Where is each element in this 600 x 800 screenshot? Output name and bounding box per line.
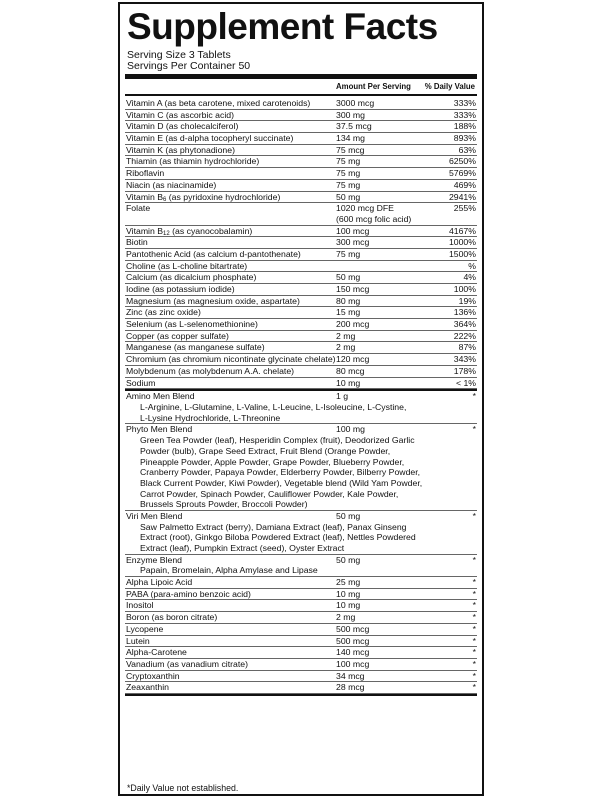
nutrient-amount — [336, 659, 369, 670]
amount-value: 50 mg — [336, 554, 361, 565]
nutrient-amount — [336, 378, 360, 389]
amount-value: 1020 mcg DFE — [336, 203, 394, 214]
amount-value: 75 mcg — [336, 144, 365, 155]
blend-ingredient-line: Cranberry Powder, Papaya Powder, Elderberry Powder, Bilberry Powder, — [140, 467, 421, 478]
nutrient-name: Zinc (as zinc oxide) — [126, 307, 201, 318]
blend-ingredient-line: Extract (leaf), Pumpkin Extract (seed), Oyster Extract — [140, 543, 345, 554]
amount-value: 80 mg — [336, 295, 361, 306]
amount-value: 15 mg — [336, 307, 361, 318]
nutrient-name: Phyto Men Blend — [126, 424, 193, 435]
nutrient-row — [125, 98, 477, 110]
nutrient-amount — [336, 354, 369, 365]
amount-value: 37.5 mcg — [336, 121, 372, 132]
daily-value: 19% — [458, 295, 476, 306]
nutrient-row — [125, 366, 477, 378]
nutrient-amount — [336, 391, 348, 402]
daily-value: * — [472, 554, 476, 565]
nutrient-row — [125, 272, 477, 284]
dv-header: % Daily Value — [424, 82, 475, 91]
amount-value: 200 mcg — [336, 319, 370, 330]
daily-value: 469% — [453, 179, 476, 190]
amount-value: 80 mcg — [336, 365, 365, 376]
nutrient-name: Choline (as L-choline bitartrate) — [126, 260, 248, 271]
nutrient-amount — [336, 342, 355, 353]
daily-value: * — [472, 623, 476, 634]
nutrient-row — [125, 110, 477, 122]
nutrient-row — [125, 511, 477, 555]
nutrient-amount — [336, 307, 360, 318]
blend-ingredient-line: L-Arginine, L-Glutamine, L-Valine, L-Leucine, L-Isoleucine, L-Cystine, — [140, 402, 407, 412]
nutrient-name: Thiamin (as thiamin hydrochloride) — [126, 156, 260, 167]
daily-value: 5769% — [448, 168, 476, 179]
nutrient-amount — [336, 589, 360, 600]
daily-value: 255% — [453, 203, 476, 214]
nutrient-amount — [336, 168, 360, 179]
daily-value: * — [472, 391, 476, 402]
nutrient-amount — [336, 555, 360, 566]
nutrient-name: Calcium (as dicalcium phosphate) — [126, 272, 257, 283]
nutrient-name: Biotin — [126, 237, 148, 248]
daily-value: 1000% — [448, 237, 476, 248]
daily-value: * — [472, 635, 476, 646]
amount-value: 2 mg — [336, 342, 356, 353]
daily-value: * — [472, 577, 476, 588]
nutrient-amount — [336, 121, 372, 132]
nutrient-row — [125, 284, 477, 296]
daily-value: 222% — [453, 330, 476, 341]
daily-value: * — [472, 682, 476, 693]
daily-value: * — [472, 658, 476, 669]
nutrient-row — [125, 577, 477, 589]
header-divider — [125, 94, 477, 96]
nutrient-name: Inositol — [126, 600, 154, 611]
amount-value: 1 g — [336, 391, 349, 402]
amount-value: 50 mg — [336, 272, 361, 283]
nutrient-row — [125, 612, 477, 624]
nutrient-name: Magnesium (as magnesium oxide, aspartate) — [126, 295, 300, 306]
daily-value: * — [472, 510, 476, 521]
daily-value: 188% — [453, 121, 476, 132]
daily-value: * — [472, 424, 476, 435]
daily-value: 333% — [453, 98, 476, 108]
nutrient-name: Vitamin A (as beta carotene, mixed carotenoids) — [126, 98, 311, 108]
nutrient-name: Riboflavin — [126, 168, 165, 179]
daily-value: 333% — [453, 109, 476, 120]
nutrient-row — [125, 145, 477, 157]
panel-title: Supplement Facts — [127, 6, 438, 47]
nutrient-row — [125, 555, 477, 577]
nutrient-row — [125, 378, 477, 390]
nutrient-row — [125, 342, 477, 354]
nutrient-name: Manganese (as manganese sulfate) — [126, 342, 265, 353]
nutrient-name — [126, 226, 252, 237]
nutrient-amount — [336, 577, 360, 588]
nutrient-row — [125, 133, 477, 145]
nutrient-name-part: Vitamin B — [126, 225, 164, 236]
amount-value: 134 mg — [336, 133, 365, 144]
daily-value: < 1% — [455, 377, 476, 388]
nutrient-amount — [336, 180, 360, 191]
amount-value: 2 mg — [336, 330, 356, 341]
nutrient-amount — [336, 319, 369, 330]
daily-value: 343% — [453, 354, 476, 365]
blend-ingredients — [140, 402, 463, 423]
nutrient-name: Vitamin K (as phytonadione) — [126, 144, 235, 155]
amount-value: 10 mg — [336, 588, 361, 599]
nutrient-name: Alpha-Carotene — [126, 647, 187, 658]
nutrient-row — [125, 354, 477, 366]
nutrient-name-part: Vitamin B — [126, 191, 164, 202]
nutrient-name: Boron (as boron citrate) — [126, 612, 218, 623]
nutrient-row — [125, 237, 477, 249]
nutrient-name: Amino Men Blend — [126, 391, 195, 402]
blend-ingredients — [140, 435, 463, 510]
daily-value: * — [472, 600, 476, 611]
nutrient-amount — [336, 145, 365, 156]
nutrient-amount — [336, 511, 360, 522]
nutrient-amount — [336, 624, 369, 635]
nutrient-row — [125, 156, 477, 168]
nutrient-name: Vitamin E (as d-alpha tocopheryl succinate) — [126, 133, 294, 144]
nutrient-name — [126, 192, 280, 203]
daily-value: 178% — [453, 365, 476, 376]
daily-value: 136% — [453, 307, 476, 318]
nutrient-row — [125, 249, 477, 261]
daily-value: 2941% — [448, 191, 476, 202]
nutrient-amount — [336, 203, 411, 224]
daily-value: 364% — [453, 319, 476, 330]
nutrient-amount — [336, 192, 360, 203]
supplement-facts-panel — [118, 2, 484, 796]
nutrient-name: PABA (para-amino benzoic acid) — [126, 588, 251, 599]
blend-ingredient-line: Powder (bulb), Grape Seed Extract, Fruit Blend (Orange Powder, — [140, 445, 391, 456]
nutrient-amount — [336, 110, 365, 121]
nutrient-name: Pantothenic Acid (as calcium d-pantothenate) — [126, 248, 301, 259]
nutrient-amount — [336, 424, 365, 435]
amount-value: 10 mg — [336, 600, 361, 611]
nutrient-amount — [336, 133, 365, 144]
daily-value: 893% — [453, 133, 476, 144]
daily-value: 4167% — [448, 225, 476, 236]
nutrient-row — [125, 424, 477, 511]
amount-value: 75 mg — [336, 248, 361, 259]
amount-value: 100 mcg — [336, 225, 370, 236]
amount-value: 100 mcg — [336, 658, 370, 669]
blend-ingredient-line: Carrot Powder, Spinach Powder, Cauliflower Powder, Kale Powder, — [140, 488, 399, 499]
amount-value: 120 mcg — [336, 354, 370, 365]
nutrient-name: Lutein — [126, 635, 150, 646]
daily-value: 87% — [458, 342, 476, 353]
blend-ingredient-line: Pineapple Powder, Apple Powder, Grape Powder, Blueberry Powder, — [140, 456, 405, 467]
nutrient-name: Enzyme Blend — [126, 554, 183, 565]
daily-value: 4% — [463, 272, 476, 283]
nutrient-row — [125, 589, 477, 601]
amount-value: 50 mg — [336, 510, 361, 521]
amount-value: 75 mg — [336, 168, 361, 179]
amount-value: 300 mcg — [336, 237, 370, 248]
amount-value: 34 mcg — [336, 670, 365, 681]
nutrient-amount — [336, 296, 360, 307]
nutrient-amount — [336, 647, 369, 658]
servings-per-container: Servings Per Container 50 — [127, 60, 251, 72]
daily-value: * — [472, 647, 476, 658]
daily-value: 63% — [458, 144, 476, 155]
nutrient-amount — [336, 600, 360, 611]
nutrient-name: Vanadium (as vanadium citrate) — [126, 658, 249, 669]
nutrient-row — [125, 319, 477, 331]
nutrient-amount — [336, 226, 369, 237]
nutrient-name: Chromium (as chromium nicontinate glycinate chelate) — [126, 354, 336, 365]
amount-value: 3000 mcg — [336, 98, 375, 108]
amount-value: 28 mcg — [336, 682, 365, 693]
thick-divider — [125, 74, 477, 79]
nutrient-amount — [336, 156, 360, 167]
nutrient-name-subscript: 6 — [163, 196, 167, 203]
nutrient-name: Zeaxanthin — [126, 682, 169, 693]
blend-ingredient-line: Black Current Powder, Kiwi Powder), Vegetable blend (Wild Yam Powder, — [140, 477, 423, 488]
amount-value: 10 mg — [336, 377, 361, 388]
daily-value: 1500% — [448, 248, 476, 259]
nutrient-row — [125, 391, 477, 424]
nutrient-amount — [336, 237, 369, 248]
amount-note: (600 mcg folic acid) — [336, 213, 412, 224]
nutrient-row — [125, 203, 477, 225]
nutrient-name: Niacin (as niacinamide) — [126, 179, 217, 190]
blend-ingredient-line: Papain, Bromelain, Alpha Amylase and Lipase — [140, 565, 318, 576]
amount-value: 50 mg — [336, 191, 361, 202]
blend-ingredient-line: L-Lysine Hydrochloride, L-Threonine — [140, 412, 281, 423]
section-divider — [125, 694, 477, 696]
nutrient-row — [125, 671, 477, 683]
amount-value: 140 mcg — [336, 647, 370, 658]
nutrient-row — [125, 168, 477, 180]
nutrient-amount — [336, 636, 369, 647]
blend-ingredient-line: Brussels Sprouts Powder, Broccoli Powder) — [140, 499, 308, 510]
blend-ingredients — [140, 522, 463, 554]
daily-value: * — [472, 612, 476, 623]
nutrient-amount — [336, 284, 369, 295]
nutrient-row — [125, 682, 477, 694]
amount-value: 500 mcg — [336, 635, 370, 646]
nutrient-amount — [336, 366, 365, 377]
nutrient-amount — [336, 682, 365, 693]
amount-value: 75 mg — [336, 179, 361, 190]
amount-value: 100 mg — [336, 424, 365, 435]
nutrient-name: Iodine (as potassium iodide) — [126, 284, 235, 295]
blend-ingredient-line: Green Tea Powder (leaf), Hesperidin Complex (fruit), Deodorized Garlic — [140, 435, 415, 446]
nutrient-row — [125, 600, 477, 612]
nutrient-name: Cryptoxanthin — [126, 670, 180, 681]
nutrient-name: Alpha Lipoic Acid — [126, 577, 193, 588]
nutrient-row — [125, 180, 477, 192]
nutrient-amount — [336, 612, 355, 623]
nutrient-name: Lycopene — [126, 623, 164, 634]
daily-value: * — [472, 670, 476, 681]
amount-value: 150 mcg — [336, 284, 370, 295]
serving-size: Serving Size 3 Tablets — [127, 49, 231, 61]
nutrient-amount — [336, 98, 374, 109]
nutrient-name: Molybdenum (as molybdenum A.A. chelate) — [126, 365, 295, 376]
daily-value: 6250% — [448, 156, 476, 167]
nutrient-amount — [336, 331, 355, 342]
nutrient-name: Copper (as copper sulfate) — [126, 330, 229, 341]
nutrient-row — [125, 636, 477, 648]
nutrient-name: Selenium (as L-selenomethionine) — [126, 319, 258, 330]
daily-value: * — [472, 588, 476, 599]
nutrient-name-subscript: 12 — [163, 230, 170, 237]
amount-value: 300 mg — [336, 109, 365, 120]
nutrient-amount — [336, 671, 365, 682]
amount-value: 500 mcg — [336, 623, 370, 634]
nutrient-row — [125, 226, 477, 238]
nutrient-row — [125, 331, 477, 343]
nutrient-name: Vitamin D (as cholecalciferol) — [126, 121, 239, 132]
nutrient-row — [125, 307, 477, 319]
nutrient-row — [125, 624, 477, 636]
blend-ingredients — [140, 565, 463, 576]
blend-ingredient-line: Extract (root), Ginkgo Biloba Powdered Extract (leaf), Nettles Powdered — [140, 532, 416, 543]
nutrient-row — [125, 296, 477, 308]
nutrient-row — [125, 261, 477, 273]
nutrient-row — [125, 192, 477, 204]
nutrient-name: Folate — [126, 203, 151, 214]
amount-header: Amount Per Serving — [336, 82, 411, 91]
footnote: *Daily Value not established. — [127, 783, 239, 793]
amount-value: 2 mg — [336, 612, 356, 623]
amount-value: 25 mg — [336, 577, 361, 588]
nutrient-row — [125, 121, 477, 133]
nutrient-amount — [336, 249, 360, 260]
nutrient-amount — [336, 272, 360, 283]
nutrient-name: Vitamin C (as ascorbic acid) — [126, 109, 234, 120]
nutrient-name-part: (as cyanocobalamin) — [169, 225, 253, 236]
nutrient-row — [125, 659, 477, 671]
amount-value: 75 mg — [336, 156, 361, 167]
nutrient-rows — [125, 98, 477, 696]
nutrient-name-part: (as pyridoxine hydrochloride) — [166, 191, 281, 202]
blend-ingredient-line: Saw Palmetto Extract (berry), Damiana Extract (leaf), Panax Ginseng — [140, 521, 407, 532]
nutrient-name: Viri Men Blend — [126, 510, 183, 521]
daily-value: 100% — [453, 284, 476, 295]
nutrient-row — [125, 647, 477, 659]
nutrient-name: Sodium — [126, 377, 156, 388]
daily-value: % — [468, 260, 476, 271]
